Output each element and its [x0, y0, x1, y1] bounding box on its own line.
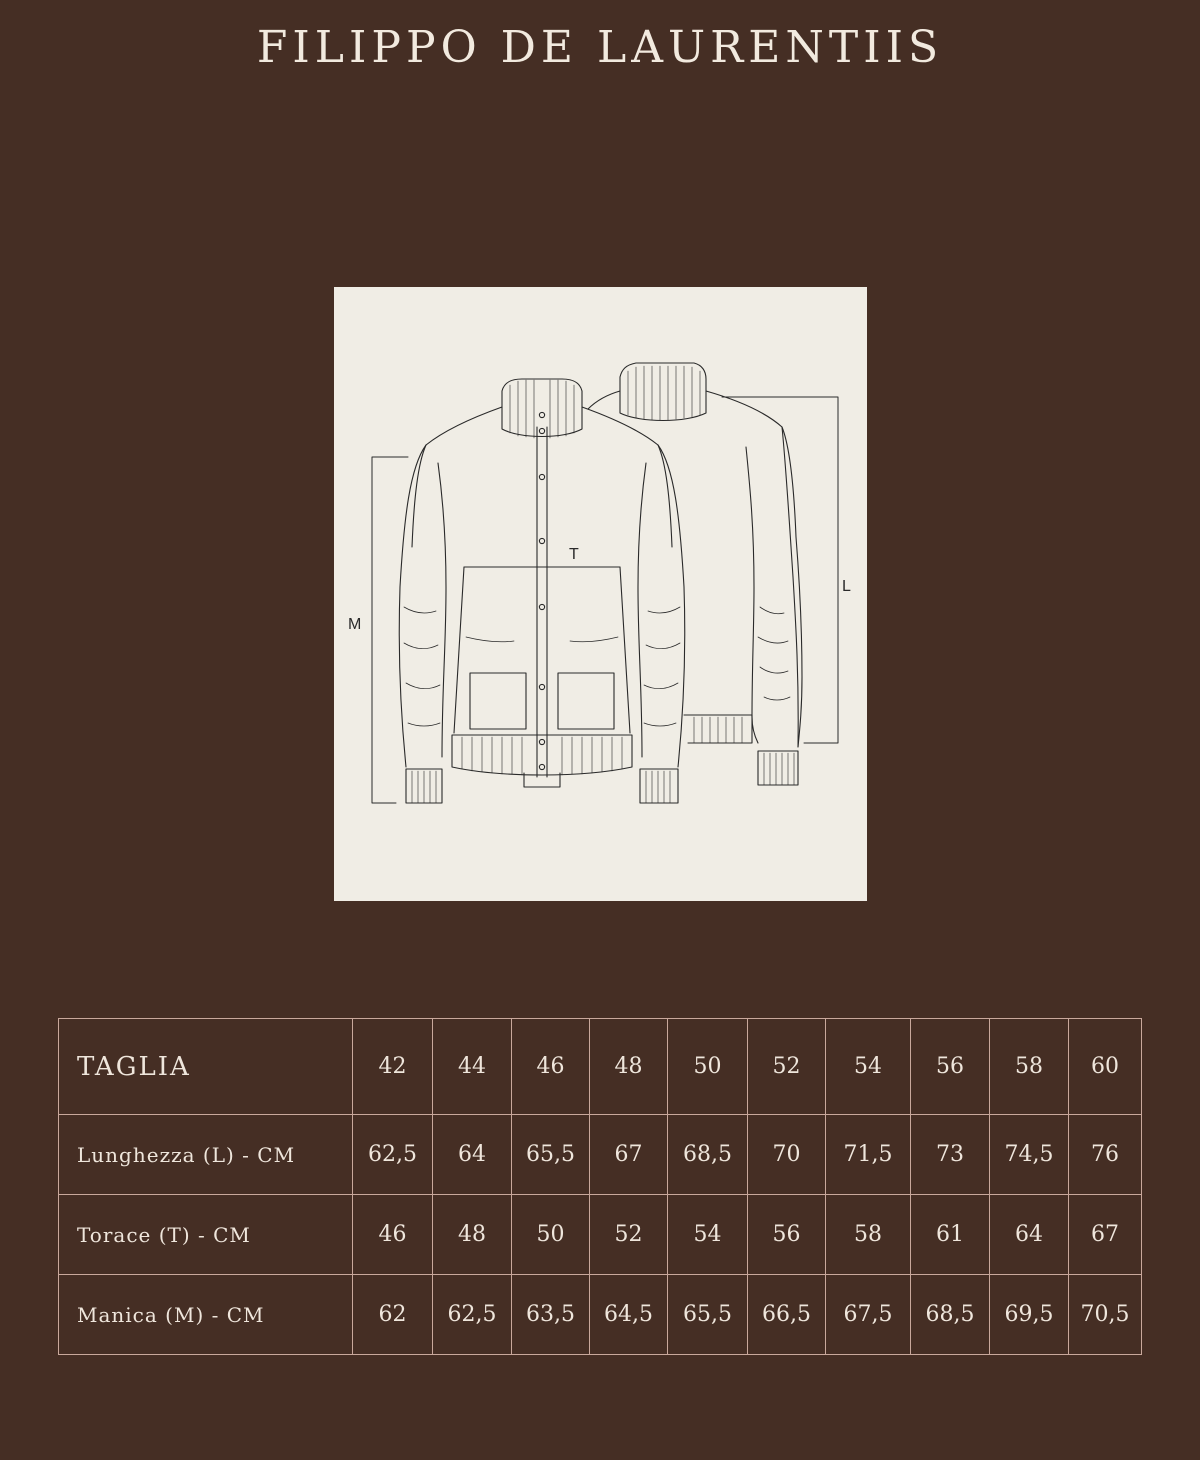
measurement-value-cell: 65,5 — [512, 1115, 590, 1195]
measurement-value-cell: 70,5 — [1069, 1275, 1142, 1355]
measurement-value-cell: 54 — [668, 1195, 748, 1275]
size-header-cell: 42 — [353, 1019, 433, 1115]
measurement-value-cell: 46 — [353, 1195, 433, 1275]
jacket-front-view — [399, 379, 685, 803]
measurement-value-cell: 73 — [911, 1115, 990, 1195]
size-chart-table — [58, 1018, 1142, 1355]
size-header-label: TAGLIA — [59, 1019, 353, 1115]
measurement-value-cell: 74,5 — [990, 1115, 1069, 1195]
measurement-value-cell: 70 — [748, 1115, 826, 1195]
size-header-cell: 50 — [668, 1019, 748, 1115]
measurement-value-cell: 67 — [590, 1115, 668, 1195]
measurement-value-cell: 50 — [512, 1195, 590, 1275]
measurement-label: Manica (M) - CM — [59, 1275, 353, 1355]
sleeve-dimension-label: M — [348, 616, 362, 633]
measurement-value-cell: 62,5 — [433, 1275, 512, 1355]
length-dimension-label: L — [842, 578, 851, 595]
size-header-cell: 54 — [826, 1019, 911, 1115]
garment-technical-drawing — [334, 287, 867, 901]
measurement-value-cell: 67,5 — [826, 1275, 911, 1355]
measurement-value-cell: 67 — [1069, 1195, 1142, 1275]
measurement-row — [59, 1115, 1142, 1195]
measurement-value-cell: 58 — [826, 1195, 911, 1275]
measurement-value-cell: 71,5 — [826, 1115, 911, 1195]
measurement-value-cell: 62 — [353, 1275, 433, 1355]
measurement-value-cell: 69,5 — [990, 1275, 1069, 1355]
jacket-sketch — [334, 287, 867, 901]
size-header-cell: 58 — [990, 1019, 1069, 1115]
measurement-value-cell: 65,5 — [668, 1275, 748, 1355]
measurement-value-cell: 66,5 — [748, 1275, 826, 1355]
size-header-cell: 44 — [433, 1019, 512, 1115]
measurement-value-cell: 56 — [748, 1195, 826, 1275]
measurement-label: Torace (T) - CM — [59, 1195, 353, 1275]
measurement-value-cell: 52 — [590, 1195, 668, 1275]
size-header-cell: 56 — [911, 1019, 990, 1115]
measurement-value-cell: 64 — [433, 1115, 512, 1195]
measurement-value-cell: 63,5 — [512, 1275, 590, 1355]
measurement-row — [59, 1275, 1142, 1355]
measurement-label: Lunghezza (L) - CM — [59, 1115, 353, 1195]
size-header-cell: 48 — [590, 1019, 668, 1115]
measurement-value-cell: 62,5 — [353, 1115, 433, 1195]
measurement-value-cell: 68,5 — [668, 1115, 748, 1195]
measurement-value-cell: 68,5 — [911, 1275, 990, 1355]
chest-dimension-label: T — [569, 546, 579, 563]
measurement-value-cell: 76 — [1069, 1115, 1142, 1195]
size-header-cell: 46 — [512, 1019, 590, 1115]
size-header-row — [59, 1019, 1142, 1115]
measurement-value-cell: 64,5 — [590, 1275, 668, 1355]
size-header-cell: 60 — [1069, 1019, 1142, 1115]
measurement-value-cell: 48 — [433, 1195, 512, 1275]
measurement-value-cell: 64 — [990, 1195, 1069, 1275]
measurement-value-cell: 61 — [911, 1195, 990, 1275]
size-header-cell: 52 — [748, 1019, 826, 1115]
measurement-row — [59, 1195, 1142, 1275]
brand-title: FILIPPO DE LAURENTIIS — [256, 22, 944, 73]
